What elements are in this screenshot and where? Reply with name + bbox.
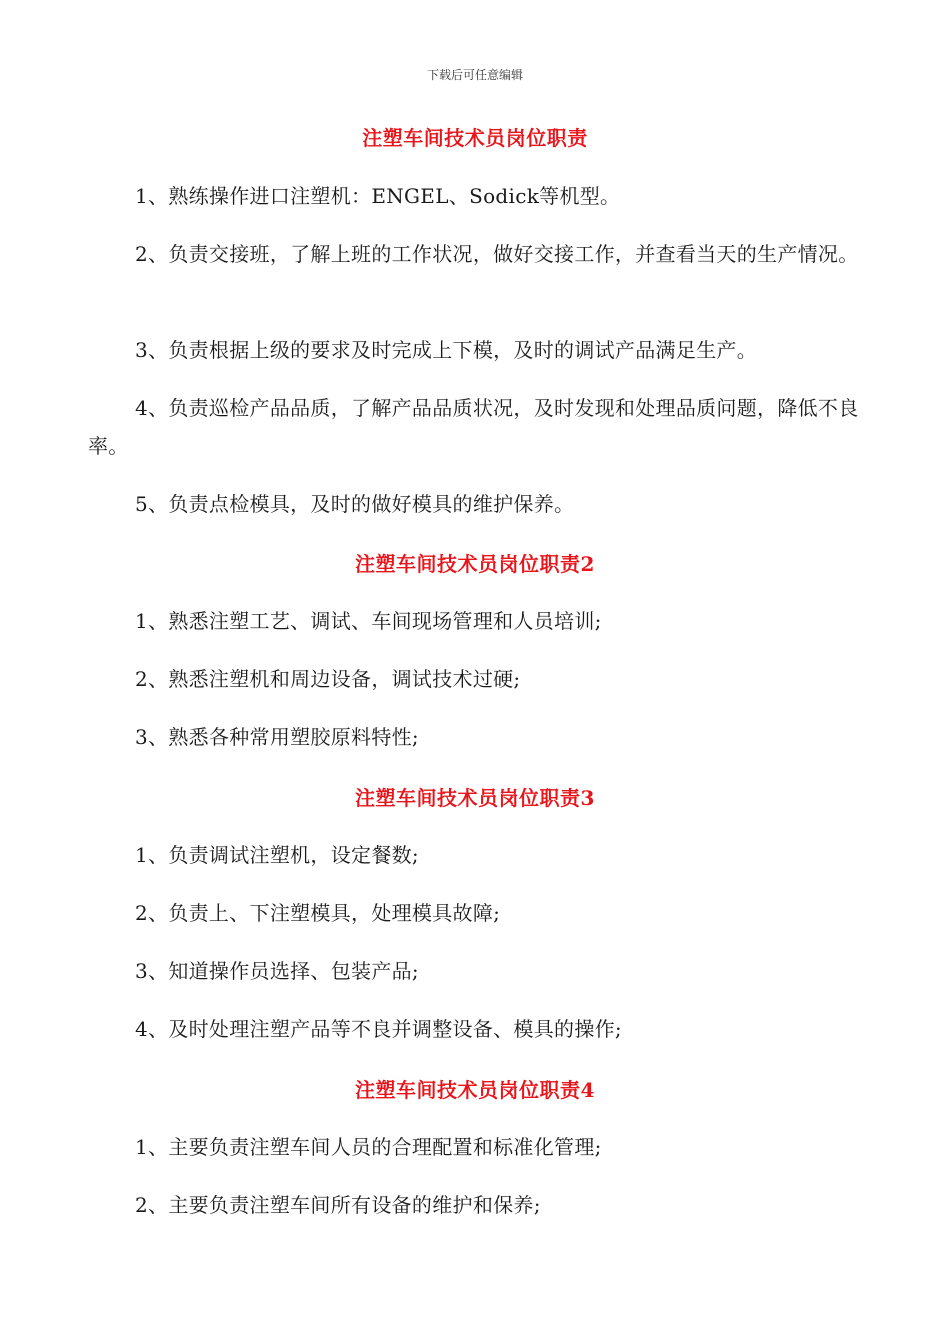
header-note: 下载后可任意编辑 [426,68,523,82]
duty-item: 4、负责巡检产品品质，了解产品品质状况，及时发现和处理品质问题，降低不良率。 [88,396,859,458]
duty-item: 5、负责点检模具，及时的做好模具的维护保养。 [135,492,575,516]
duty-item: 3、负责根据上级的要求及时完成上下模，及时的调试产品满足生产。 [135,338,758,362]
section-title-3: 注塑车间技术员岗位职责3 [355,786,595,810]
duty-item: 2、负责交接班，了解上班的工作状况，做好交接工作，并查看当天的生产情况。 [135,242,859,266]
duty-item: 1、主要负责注塑车间人员的合理配置和标准化管理; [135,1135,602,1159]
duty-item: 1、熟练操作进口注塑机：ENGEL、Sodick等机型。 [135,184,621,208]
section-title-4: 注塑车间技术员岗位职责4 [355,1078,595,1102]
duty-item: 1、熟悉注塑工艺、调试、车间现场管理和人员培训; [135,609,602,633]
duty-item: 3、熟悉各种常用塑胶原料特性; [135,725,419,749]
section-title-1: 注塑车间技术员岗位职责 [362,126,588,150]
section-title-2: 注塑车间技术员岗位职责2 [355,552,595,576]
duty-item: 2、熟悉注塑机和周边设备，调试技术过硬; [135,667,521,691]
duty-item: 2、负责上、下注塑模具，处理模具故障; [135,901,501,925]
duty-item: 3、知道操作员选择、包装产品; [135,959,419,983]
duty-item: 2、主要负责注塑车间所有设备的维护和保养; [135,1193,541,1217]
duty-item: 1、负责调试注塑机，设定餐数; [135,843,419,867]
duty-item: 4、及时处理注塑产品等不良并调整设备、模具的操作; [135,1017,622,1041]
